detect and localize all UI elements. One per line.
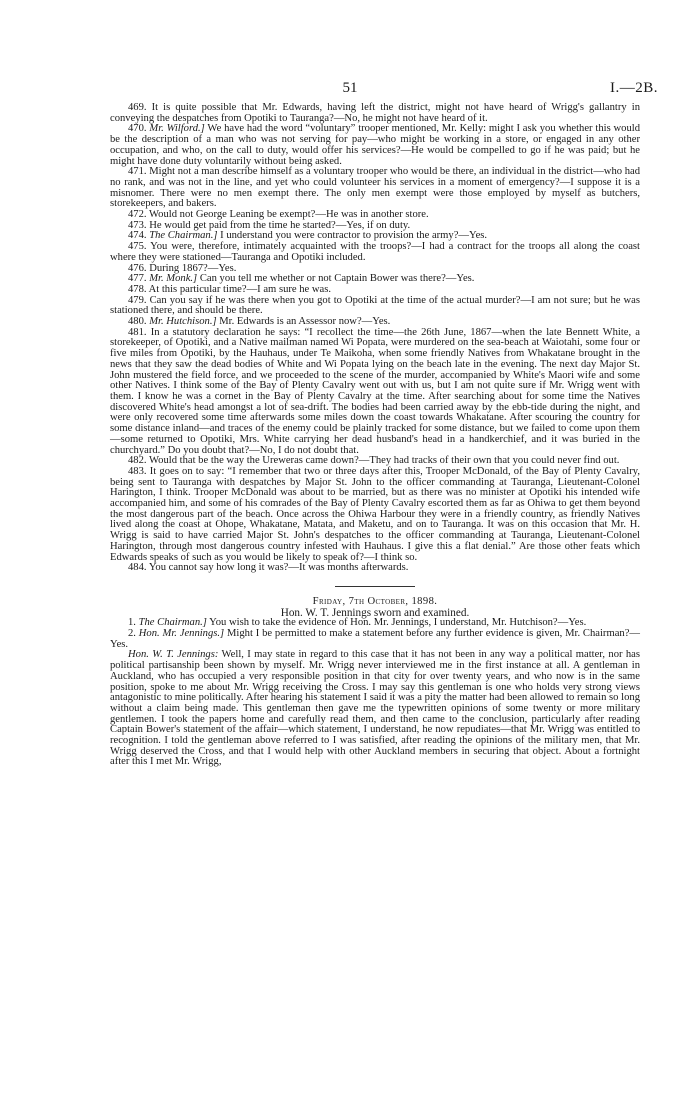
paragraph-text: We have had the word “voluntary” trooper mentioned, Mr. Kelly: might I ask you whether this would be the description of a man who was not serving for pay—who might be working in a store, or engaged in any other occupation, and who, on the call to duty, would offer his services?—He would be compelled to go if he was paid; but he might have done duty voluntarily without being asked.: [110, 123, 641, 167]
question-number: 1.: [128, 617, 136, 629]
question-number: 2.: [128, 628, 136, 640]
testimony-paragraph: [110, 563, 640, 574]
paragraph-text: You cannot say how long it was?—It was months afterwards.: [148, 562, 409, 574]
testimony-paragraph: [110, 467, 640, 563]
speaker-name: Mr. Wilford.]: [149, 123, 205, 135]
paragraph-text: Mr. Edwards is an Assessor now?—Yes.: [219, 316, 391, 328]
page-number: 51: [342, 80, 358, 96]
paragraph-text: Well, I may state in regard to this case that it has not been in any way a political matter, nor has political partisanship been shown by myself. Mr. Wrigg never interviewed me in the first instance at all. A gentleman in Auckland, who has occupied a very responsible position in that city for over twenty years, and who now is in the same position, spoke to me about Mr. Wrigg receiving the Cross. I may say this gentleman is one who holds very strong views antagonistic to mine politically. After hearing his statement I said it was a pity the matter had been allowed to remain so long without a claim being made. This gentleman then gave me the typewritten opinions of some twenty or more military gentlemen. I took the papers home and carefully read them, and then came to the conclusion, particularly after reading Captain Bower's statement of the affair—which statement, I understand, he now repudiates—that Mr. Wrigg was entitled to recognition. I told the gentleman above referred to I was satisfied, after reading the opinions of the military men, that Mr. Wrigg deserved the Cross, and that I would help with other Auckland members in securing that object. About a fortnight after this I met Mr. Wrigg,: [110, 649, 640, 768]
question-number: 471.: [128, 166, 147, 178]
question-number: 477.: [128, 273, 147, 285]
paragraph-text: It is quite possible that Mr. Edwards, having left the district, might not have heard of Wrigg's gallantry in conveying the despatches from Opotiki to Tauranga?—No, he might not have heard of it.: [110, 102, 640, 124]
question-number: 469.: [128, 102, 147, 113]
question-number: 478.: [128, 283, 147, 295]
paragraph-text: You were, therefore, intimately acquainted with the troops?—I had a contract for the troops all along the coast where they were stationed—Tauranga and Opotiki included.: [110, 241, 640, 263]
question-number: 474.: [128, 230, 147, 242]
question-number: 484.: [128, 562, 147, 574]
testimony-paragraph: [110, 167, 640, 210]
testimony-paragraph: [110, 296, 640, 317]
paragraph-text: I understand you were contractor to provision the army?—Yes.: [220, 230, 488, 242]
paragraph-text: Might I be permitted to make a statement before any further evidence is given, Mr. Chairman?—Yes.: [110, 628, 640, 650]
question-number: 475.: [128, 241, 147, 253]
question-number: 480.: [128, 316, 147, 328]
paragraph-text: He would get paid from the time he started?—Yes, if on duty.: [149, 219, 411, 231]
paragraph-text: During 1867?—Yes.: [149, 262, 237, 274]
document-body: [110, 103, 640, 768]
question-number: 476.: [128, 262, 147, 274]
series-reference: I.—2B.: [610, 80, 658, 96]
paragraph-text: Would not George Leaning be exempt?—He was in another store.: [149, 209, 429, 221]
section-divider: [335, 586, 415, 587]
testimony-paragraph: [110, 629, 640, 650]
witness-heading: Hon. W. T. Jennings sworn and examined.: [280, 606, 470, 619]
paragraph-text: Can you say if he was there when you got to Opotiki at the time of the actual murder?—I am not sure; but he was stationed there, and should be there.: [110, 294, 640, 317]
paragraph-text: Would that be the way the Ureweras came down?—They had tracks of their own that you could never find out.: [149, 455, 620, 467]
question-number: 472.: [128, 209, 147, 221]
speaker-name: Mr. Monk.]: [149, 273, 198, 285]
testimony-paragraph: [110, 242, 640, 263]
paragraph-text: At this particular time?—I am sure he was.: [148, 283, 332, 295]
paragraph-text: Might not a man describe himself as a voluntary trooper who would be there, an individual in the district—who had no rank, and was not in the line, and yet who could volunteer his services in a moment of emergency?—I suppose it is a misnomer. There were no men exempt there. The only men exempt were those employed by myself as butchers, storekeepers, and bakers.: [110, 166, 640, 210]
paragraph-text: Can you tell me whether or not Captain Bower was there?—Yes.: [199, 273, 475, 285]
testimony-paragraph: [110, 328, 640, 456]
session-date: Friday, 7th October, 1898.: [312, 595, 438, 607]
question-number: 479.: [128, 294, 147, 306]
question-number: 483.: [128, 465, 147, 477]
testimony-paragraph: [110, 650, 640, 768]
speaker-name: Hon. Mr. Jennings.]: [138, 628, 225, 640]
speaker-name: The Chairman.]: [138, 617, 207, 629]
question-number: 470.: [128, 123, 147, 135]
page-header: [0, 80, 700, 100]
testimony-paragraph: [110, 124, 640, 167]
speaker-name: The Chairman.]: [149, 230, 218, 242]
testimony-paragraph: [110, 103, 640, 124]
question-number: 481.: [128, 326, 147, 338]
paragraph-text: In a statutory declaration he says: “I recollect the time—the 26th June, 1867—when the late Bennett White, a storekeeper, of Opotiki, and a Native mailman named Wi Popata, were murdered on the sea-beach at Waiotahi, some four or five miles from Opotiki, by the Hauhaus, under Te Maikoha, when some friendly Natives from Whakatane brought in the news that they saw the dead bodies of White and Wi Popata lying on the beach late in the evening. The next day Major St. John mustered the field force, and we proceeded to the scene of the murder, accompanied by White's Maori wife and some other Natives. I think some of the Bay of Plenty Cavalry went out with us, but I am not quite sure if Mr. Wrigg went with them. I know he was a cornet in the Bay of Plenty Cavalry at the time. After searching about for some time the Natives discovered White's head amongst a lot of sea-drift. The bodies had been carried away by the ebb-tide during the night, and were only recovered some time afterwards some miles down the coast towards Whakatane. After scouring the country for some distance inland—and traces of the enemy could be plainly tracked for some distance, but we failed to come upon them—some returned to Opotiki, Mrs. White carrying her dead husband's head in a handkerchief, and it was buried in the churchyard.” Do you doubt that?—No, I do not doubt that.: [110, 326, 640, 456]
question-number: 482.: [128, 455, 147, 467]
question-number: 473.: [128, 219, 147, 231]
paragraph-text: It goes on to say: “I remember that two or three days after this, Trooper McDonald, of the Bay of Plenty Cavalry, being sent to Tauranga with despatches by Major St. John to the officer commanding at Tauranga, Lieutenant-Colonel Harington, I think. Trooper McDonald was about to be married, but as there was no minister at Opotiki his intended wife accompanied him, and some of his comrades of the Bay of Plenty Cavalry escorted them as far as Ohiwa to get them beyond the most dangerous part of the beach. Once across the Ohiwa Harbour they were in a friendly country, as friendly Natives lived along the coast at Ohope, Whakatane, Matata, and Maketu, and on to Tauranga. It was on this occasion that Mr. H. Wrigg is said to have carried Major St. John's despatches to the officer commanding at Tauranga, Lieutenant-Colonel Harington, through most dangerous country infested with Hauhaus. I give this a flat denial.” Are those other feats which Edwards speaks of such as you would be likely to speak of?—I think so.: [110, 465, 640, 563]
testimony-block-1: [110, 103, 640, 574]
speaker-name: Mr. Hutchison.]: [149, 316, 217, 328]
speaker-name: Hon. W. T. Jennings:: [128, 649, 219, 661]
paragraph-text: You wish to take the evidence of Hon. Mr. Jennings, I understand, Mr. Hutchison?—Yes.: [209, 617, 587, 629]
testimony-block-2: [110, 618, 640, 768]
